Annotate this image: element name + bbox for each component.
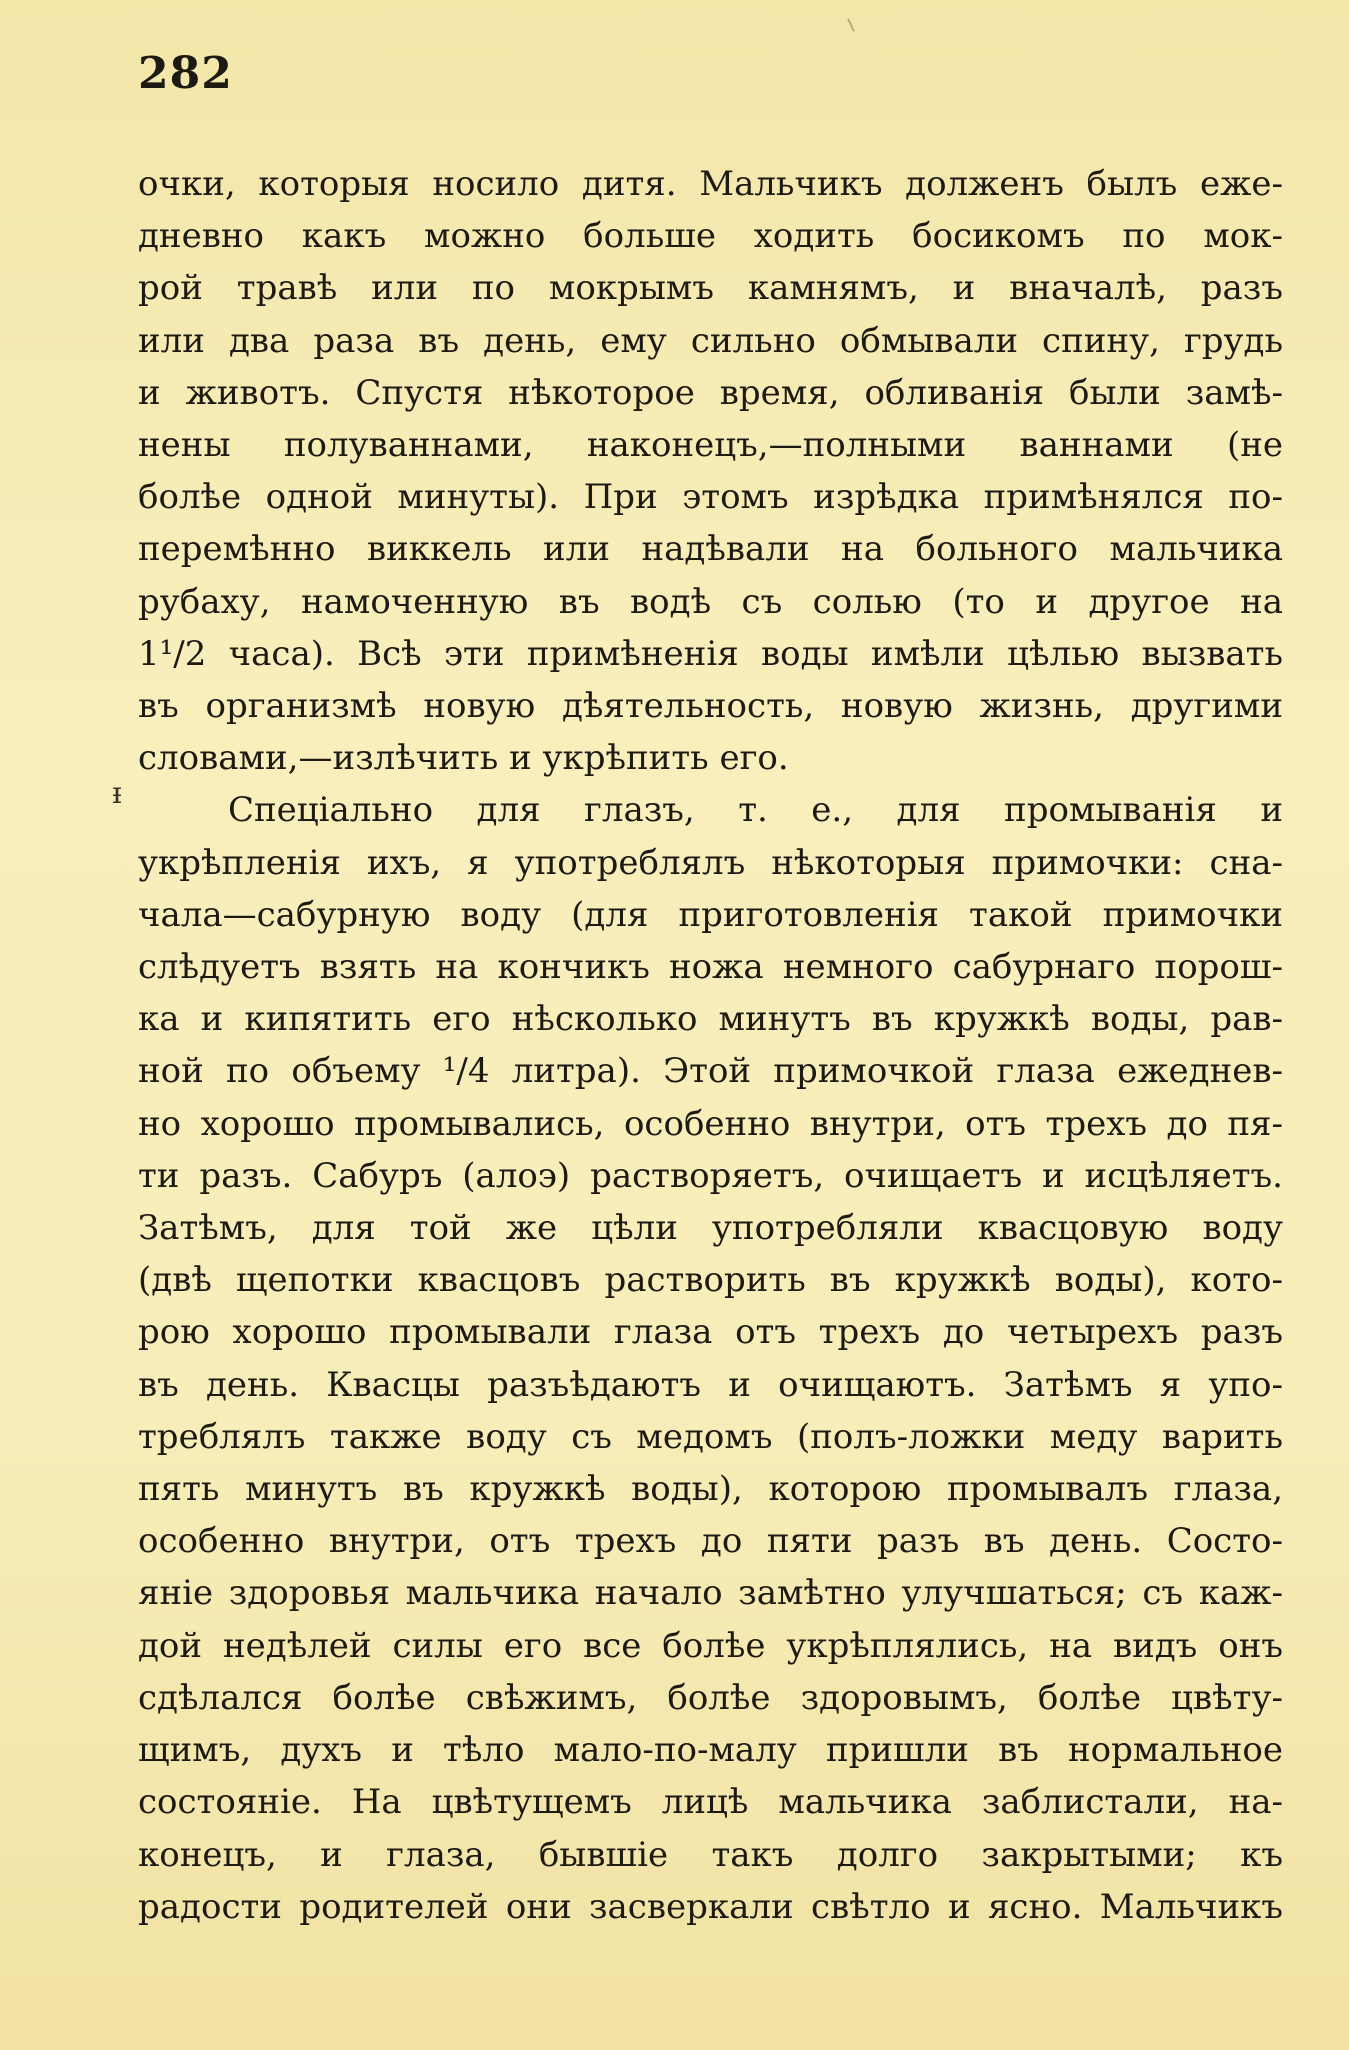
text-line: слѣдуетъ взять на кончикъ ножа немного сабурнаго порош- [138, 947, 1283, 988]
margin-mark: ᵻ [112, 776, 122, 811]
text-line: рубаху, намоченную въ водѣ съ солью (то и другое на [138, 581, 1283, 622]
text-line: рой травѣ или по мокрымъ камнямъ, и вначалѣ, разъ [138, 268, 1283, 309]
text-line: чала—сабурную воду (для приготовленія такой примочки [138, 894, 1283, 935]
text-line: особенно внутри, отъ трехъ до пяти разъ въ день. Состо- [138, 1521, 1283, 1562]
page-speck [847, 18, 855, 32]
text-line: ка и кипятить его нѣсколько минутъ въ кружкѣ воды, рав- [138, 999, 1283, 1040]
text-line: (двѣ щепотки квасцовъ растворить въ кружкѣ воды), кото- [138, 1260, 1283, 1301]
text-line: въ организмѣ новую дѣятельность, новую жизнь, другими [138, 686, 1283, 727]
text-line: 1¹/2 часа). Всѣ эти примѣненія воды имѣли цѣлью вызвать [138, 633, 1283, 674]
text-line: ной по объему ¹/4 литра). Этой примочкой глаза ежеднев- [138, 1051, 1283, 1092]
text-line: яніе здоровья мальчика начало замѣтно улучшаться; съ каж- [138, 1573, 1283, 1614]
text-line: конецъ, и глаза, бывшіе такъ долго закрытыми; къ [138, 1834, 1283, 1875]
text-line: ти разъ. Сабуръ (алоэ) растворяетъ, очищаетъ и исцѣляетъ. [138, 1155, 1283, 1196]
text-line: нены полуваннами, наконецъ,—полными ваннами (не [138, 425, 1283, 466]
body-text [138, 158, 1283, 1933]
text-line: очки, которыя носило дитя. Мальчикъ долженъ былъ еже- [138, 164, 1283, 204]
text-line: рою хорошо промывали глаза отъ трехъ до четырехъ разъ [138, 1312, 1283, 1353]
text-line: и животъ. Спустя нѣкоторое время, обливанія были замѣ- [138, 372, 1283, 413]
text-line: треблялъ также воду съ медомъ (полъ-ложки меду варить [138, 1416, 1283, 1457]
text-line: пять минутъ въ кружкѣ воды), которою промывалъ глаза, [138, 1469, 1283, 1510]
text-line: радости родителей они засверкали свѣтло и ясно. Мальчикъ [138, 1886, 1283, 1927]
paragraph-first-line: Спеціально для глазъ, т. е., для промыванія и [228, 790, 1283, 831]
text-line: щимъ, духъ и тѣло мало-по-малу пришли въ нормальное [138, 1730, 1283, 1771]
text-line: перемѣнно виккель или надѣвали на больного мальчика [138, 529, 1283, 570]
text-line: дневно какъ можно больше ходить босикомъ по мок- [138, 216, 1283, 257]
text-line: состояніе. На цвѣтущемъ лицѣ мальчика заблистали, на- [138, 1782, 1283, 1823]
page-number: 282 [138, 48, 233, 99]
text-line: но хорошо промывались, особенно внутри, отъ трехъ до пя- [138, 1103, 1283, 1144]
text-line: или два раза въ день, ему сильно обмывали спину, грудь [138, 320, 1283, 361]
text-line: дой недѣлей силы его все болѣе укрѣплялись, на видъ онъ [138, 1625, 1283, 1666]
text-line: укрѣпленія ихъ, я употреблялъ нѣкоторыя примочки: сна- [138, 842, 1283, 883]
text-line: болѣе одной минуты). При этомъ изрѣдка примѣнялся по- [138, 477, 1283, 518]
text-line: въ день. Квасцы разъѣдаютъ и очищаютъ. Затѣмъ я упо- [138, 1364, 1283, 1405]
text-line: сдѣлался болѣе свѣжимъ, болѣе здоровымъ, болѣе цвѣту- [138, 1677, 1283, 1718]
text-line: Затѣмъ, для той же цѣли употребляли квасцовую воду [138, 1208, 1283, 1249]
paragraph-last-line: словами,—излѣчить и укрѣпить его. [138, 738, 789, 779]
